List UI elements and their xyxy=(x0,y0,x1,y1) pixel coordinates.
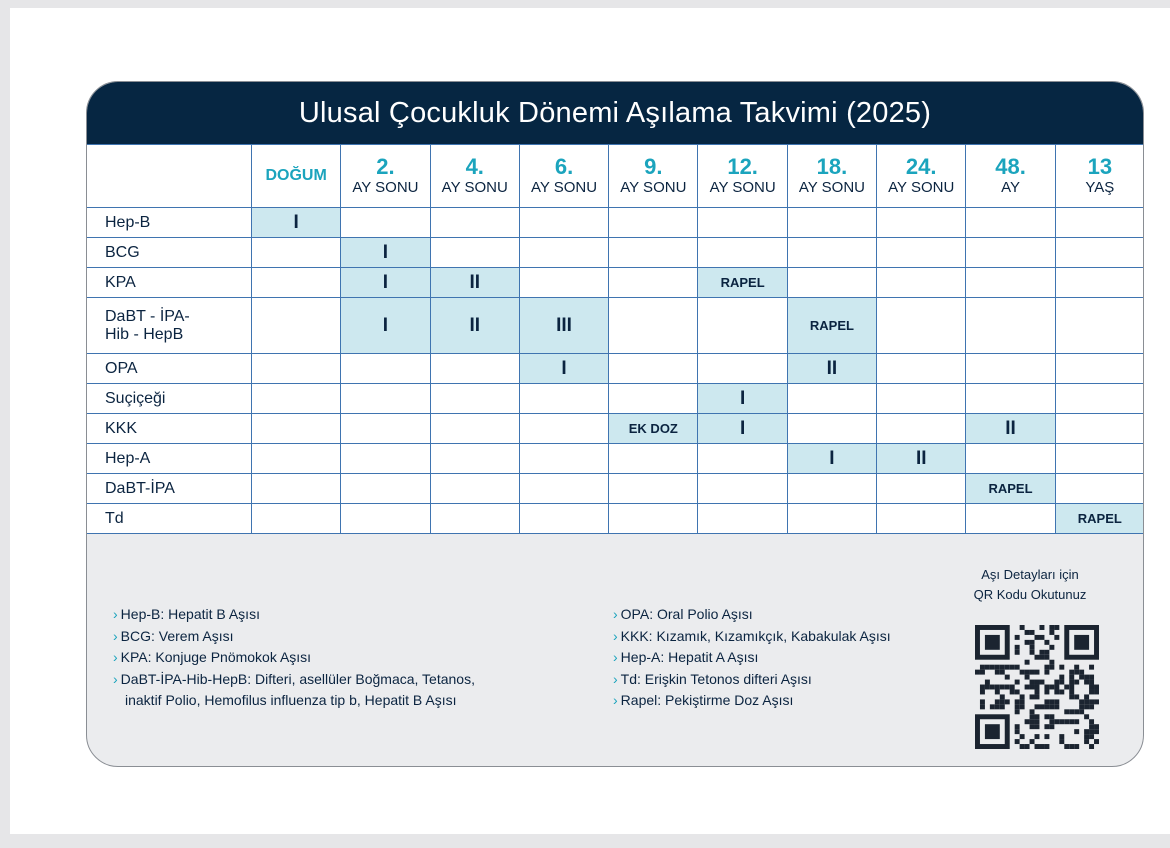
schedule-cell xyxy=(519,238,608,268)
column-header xyxy=(787,145,876,208)
schedule-cell xyxy=(341,354,430,384)
vaccine-name: Hep-A xyxy=(87,444,252,474)
legend-item xyxy=(113,626,475,648)
dose-mark: I xyxy=(829,447,835,469)
table-row xyxy=(87,208,1145,238)
schedule-cell xyxy=(341,414,430,444)
legend-item xyxy=(613,604,891,626)
schedule-cell xyxy=(341,444,430,474)
column-header-label: DOĞUM xyxy=(265,167,327,184)
schedule-cell xyxy=(966,238,1055,268)
schedule-cell xyxy=(609,238,698,268)
dose-mark: I xyxy=(293,211,299,233)
dose-mark: RAPEL xyxy=(720,274,765,290)
column-header-unit: AY SONU xyxy=(441,179,508,196)
schedule-cell xyxy=(877,208,966,238)
schedule-cell xyxy=(252,238,341,268)
legend-text: KPA: Konjuge Pnömokok Aşısı xyxy=(120,649,312,665)
dose-mark: II xyxy=(469,271,481,293)
schedule-cell xyxy=(698,504,787,534)
qr-caption xyxy=(955,565,1105,605)
vaccine-name: KPA xyxy=(87,268,252,298)
schedule-cell xyxy=(519,208,608,238)
column-header xyxy=(966,145,1055,208)
legend-text: BCG: Verem Aşısı xyxy=(120,627,234,644)
schedule-cell xyxy=(966,354,1055,384)
table-row xyxy=(87,414,1145,444)
vaccine-name: DaBT - İPA- Hib - HepB xyxy=(87,298,252,354)
header-corner xyxy=(87,145,252,208)
column-header-unit: AY SONU xyxy=(798,179,865,196)
schedule-cell xyxy=(698,208,787,238)
dose-mark: II xyxy=(826,357,838,379)
schedule-cell xyxy=(609,354,698,384)
schedule-cell xyxy=(252,384,341,414)
schedule-cell xyxy=(787,298,876,354)
schedule-cell xyxy=(698,474,787,504)
column-header-unit: YAŞ xyxy=(1085,179,1115,196)
column-header-number: 13 xyxy=(1087,154,1113,179)
schedule-cell xyxy=(1055,474,1144,504)
table-row xyxy=(87,354,1145,384)
dose-mark: RAPEL xyxy=(1077,510,1122,526)
schedule-cell xyxy=(519,384,608,414)
dose-mark: RAPEL xyxy=(809,317,854,333)
column-header xyxy=(252,145,341,208)
schedule-cell xyxy=(877,354,966,384)
vaccine-name: Suçiçeği xyxy=(87,384,252,414)
chevron-right-icon: › xyxy=(613,606,618,622)
schedule-cell xyxy=(430,208,519,238)
chevron-right-icon: › xyxy=(613,649,618,665)
dose-mark: III xyxy=(556,314,572,336)
column-header xyxy=(698,145,787,208)
legend-text: Td: Erişkin Tetonos difteri Aşısı xyxy=(620,670,812,687)
chevron-right-icon: › xyxy=(613,670,618,687)
column-header-number: 4. xyxy=(465,154,484,179)
legend-text: Rapel: Pekiştirme Doz Aşısı xyxy=(620,692,794,708)
column-header xyxy=(877,145,966,208)
schedule-cell xyxy=(341,504,430,534)
schedule-cell xyxy=(430,238,519,268)
table-row xyxy=(87,268,1145,298)
vaccine-name: BCG xyxy=(87,238,252,268)
column-header-unit: AY SONU xyxy=(888,179,955,196)
schedule-cell xyxy=(698,298,787,354)
legend-item xyxy=(113,647,475,669)
column-header xyxy=(519,145,608,208)
schedule-cell xyxy=(1055,444,1144,474)
column-header-number: 9. xyxy=(644,154,663,179)
chevron-right-icon: › xyxy=(113,649,118,665)
table-row xyxy=(87,474,1145,504)
column-header-unit: AY SONU xyxy=(620,179,687,196)
schedule-cell xyxy=(609,504,698,534)
schedule-cell xyxy=(877,444,966,474)
dose-mark: I xyxy=(382,314,389,336)
legend-text: Hep-A: Hepatit A Aşısı xyxy=(620,649,759,665)
table-row xyxy=(87,444,1145,474)
schedule-cell xyxy=(877,268,966,298)
schedule-cell xyxy=(787,354,876,384)
schedule-cell xyxy=(698,414,787,444)
schedule-cell xyxy=(1055,298,1144,354)
column-header-unit: AY SONU xyxy=(352,179,419,196)
schedule-cell xyxy=(966,208,1055,238)
schedule-cell xyxy=(787,504,876,534)
schedule-cell xyxy=(877,384,966,414)
vaccine-name: Td xyxy=(87,504,252,534)
schedule-cell xyxy=(519,414,608,444)
schedule-cell xyxy=(877,238,966,268)
schedule-cell xyxy=(341,208,430,238)
schedule-cell xyxy=(430,504,519,534)
schedule-cell xyxy=(252,298,341,354)
chevron-right-icon: › xyxy=(113,606,118,622)
vaccine-name: KKK xyxy=(87,414,252,444)
column-header-number: 48. xyxy=(995,154,1026,179)
legend-text: OPA: Oral Polio Aşısı xyxy=(620,606,753,622)
schedule-cell xyxy=(966,384,1055,414)
schedule-cell xyxy=(1055,268,1144,298)
legend-item xyxy=(613,626,891,648)
vaccination-schedule-table xyxy=(86,144,1144,534)
legend-right-column xyxy=(613,604,891,712)
schedule-cell xyxy=(787,238,876,268)
schedule-cell xyxy=(877,474,966,504)
schedule-cell xyxy=(1055,384,1144,414)
schedule-cell xyxy=(519,298,608,354)
dose-mark: II xyxy=(469,314,481,336)
schedule-cell xyxy=(1055,414,1144,444)
column-header-number: 24. xyxy=(905,154,937,179)
schedule-cell xyxy=(787,384,876,414)
schedule-cell xyxy=(519,474,608,504)
schedule-cell xyxy=(252,268,341,298)
schedule-cell xyxy=(430,474,519,504)
schedule-cell xyxy=(609,444,698,474)
dose-mark: RAPEL xyxy=(988,480,1033,496)
schedule-cell xyxy=(341,298,430,354)
schedule-cell xyxy=(609,414,698,444)
column-header-unit: AY xyxy=(1001,179,1020,196)
column-header xyxy=(341,145,430,208)
schedule-cell xyxy=(609,474,698,504)
column-header xyxy=(1055,145,1144,208)
column-header-unit: AY SONU xyxy=(709,179,776,196)
chevron-right-icon: › xyxy=(113,670,118,687)
schedule-cell xyxy=(341,384,430,414)
dose-mark: I xyxy=(739,417,746,439)
schedule-cell xyxy=(877,504,966,534)
schedule-cell xyxy=(430,444,519,474)
schedule-cell xyxy=(519,444,608,474)
schedule-cell xyxy=(430,414,519,444)
legend-panel xyxy=(87,539,1143,766)
schedule-cell xyxy=(787,414,876,444)
column-header xyxy=(609,145,698,208)
schedule-cell xyxy=(609,298,698,354)
schedule-cell xyxy=(252,444,341,474)
schedule-cell xyxy=(966,504,1055,534)
table-row xyxy=(87,298,1145,354)
legend-item xyxy=(613,669,891,691)
schedule-cell xyxy=(609,268,698,298)
legend-left-column xyxy=(113,604,475,712)
schedule-cell xyxy=(341,474,430,504)
table-row xyxy=(87,238,1145,268)
schedule-cell xyxy=(1055,238,1144,268)
column-header-number: 2. xyxy=(376,154,395,179)
qr-caption-line-1: Aşı Detayları için xyxy=(981,567,1079,582)
legend-text: inaktif Polio, Hemofilus influenza tip b, Hepatit B Aşısı xyxy=(125,692,457,708)
column-header xyxy=(430,145,519,208)
schedule-cell xyxy=(966,444,1055,474)
schedule-cell xyxy=(698,384,787,414)
schedule-cell xyxy=(787,208,876,238)
schedule-cell xyxy=(698,444,787,474)
table-row xyxy=(87,384,1145,414)
schedule-cell xyxy=(1055,354,1144,384)
schedule-cell xyxy=(877,414,966,444)
schedule-cell xyxy=(252,354,341,384)
schedule-cell xyxy=(252,474,341,504)
legend-item xyxy=(113,669,475,691)
schedule-cell xyxy=(252,414,341,444)
schedule-cell xyxy=(1055,208,1144,238)
chevron-right-icon: › xyxy=(613,692,618,708)
legend-text: KKK: Kızamık, Kızamıkçık, Kabakulak Aşısı xyxy=(620,627,891,644)
schedule-cell xyxy=(252,208,341,238)
schedule-cell xyxy=(966,268,1055,298)
vaccine-name: Hep-B xyxy=(87,208,252,238)
schedule-cell xyxy=(341,238,430,268)
qr-caption-line-2: QR Kodu Okutunuz xyxy=(973,587,1087,602)
column-header-number: 6. xyxy=(554,154,574,179)
dose-mark: I xyxy=(382,241,389,263)
chevron-right-icon: › xyxy=(613,627,618,644)
schedule-cell xyxy=(519,354,608,384)
schedule-cell xyxy=(787,474,876,504)
dose-mark: II xyxy=(915,447,927,469)
schedule-cell xyxy=(430,354,519,384)
dose-mark: EK DOZ xyxy=(628,420,678,436)
schedule-cell xyxy=(430,298,519,354)
column-header-number: 12. xyxy=(727,154,758,179)
schedule-cell xyxy=(609,384,698,414)
legend-item xyxy=(113,690,475,712)
legend-item xyxy=(613,647,891,669)
legend-item xyxy=(613,690,891,712)
page-sheet xyxy=(10,8,1170,834)
schedule-cell xyxy=(519,268,608,298)
legend-text: Hep-B: Hepatit B Aşısı xyxy=(120,606,260,622)
schedule-cell xyxy=(966,414,1055,444)
qr-code-icon[interactable] xyxy=(975,625,1099,749)
legend-item xyxy=(113,604,475,626)
page-title: Ulusal Çocukluk Dönemi Aşılama Takvimi (2025) xyxy=(87,82,1143,144)
vaccine-name: DaBT-İPA xyxy=(87,474,252,504)
schedule-cell xyxy=(698,238,787,268)
schedule-cell xyxy=(341,268,430,298)
legend-text: DaBT-İPA-Hib-HepB: Difteri, asellüler Boğmaca, Tetanos, xyxy=(120,670,475,687)
table-header-row xyxy=(87,145,1145,208)
vaccine-name: OPA xyxy=(87,354,252,384)
dose-mark: I xyxy=(561,357,567,379)
schedule-cell xyxy=(787,268,876,298)
schedule-cell xyxy=(698,268,787,298)
dose-mark: I xyxy=(382,271,389,293)
schedule-cell xyxy=(519,504,608,534)
dose-mark: II xyxy=(1005,417,1016,439)
schedule-cell xyxy=(787,444,876,474)
schedule-cell xyxy=(877,298,966,354)
schedule-cell xyxy=(1055,504,1144,534)
dose-mark: I xyxy=(739,387,746,409)
column-header-number: 18. xyxy=(816,154,848,179)
vaccination-card xyxy=(86,81,1144,767)
schedule-cell xyxy=(966,298,1055,354)
table-row xyxy=(87,504,1145,534)
schedule-cell xyxy=(430,384,519,414)
chevron-right-icon: › xyxy=(113,627,118,644)
schedule-cell xyxy=(966,474,1055,504)
schedule-cell xyxy=(252,504,341,534)
schedule-cell xyxy=(698,354,787,384)
schedule-cell xyxy=(430,268,519,298)
schedule-cell xyxy=(609,208,698,238)
column-header-unit: AY SONU xyxy=(530,179,598,196)
